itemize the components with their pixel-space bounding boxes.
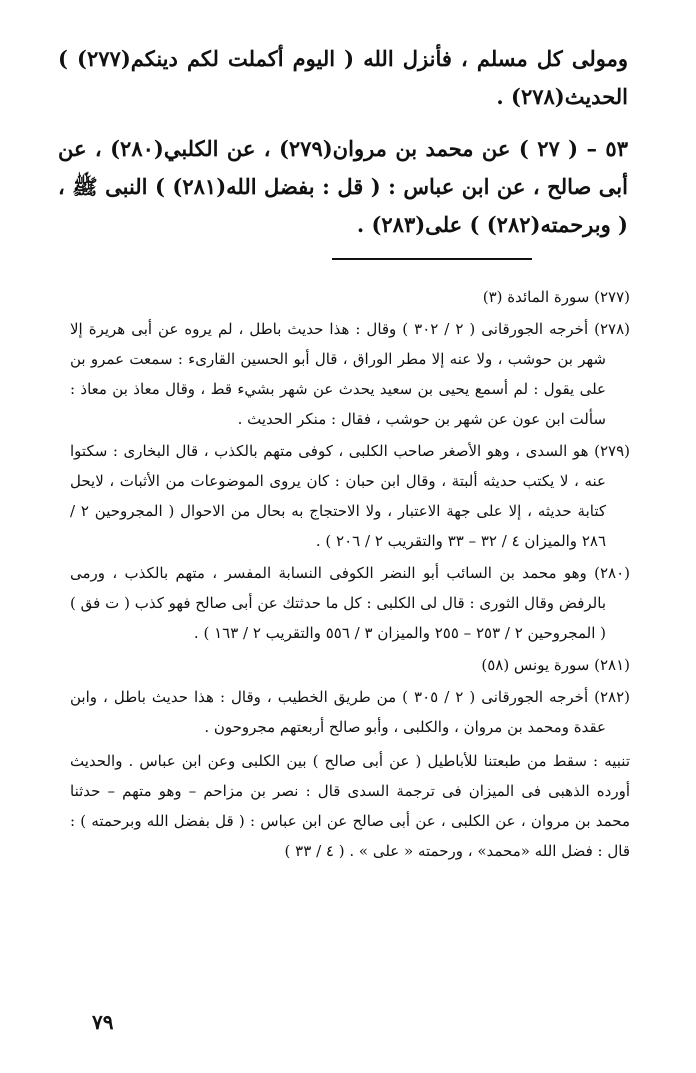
tanbih-note: تنبيه : سقط من طبعتنا للأباطيل ( عن أبى صالح ) بين الكلبى وعن ابن عباس . والحديث أورده الذهبى فى الميزان فى ترجمة السدى قال : نصر بن مزاحم – وهو متهم – حدثنا محمد بن مروان ، عن الكلبى ، عن أبى صالح عن ابن عباس : ( قل بفضل الله وبرحمته ) : قال : فضل الله «محمد» ، ورحمته « على » . ( ٤ / ٣٣ ) [70, 752, 630, 860]
footnote-282: (٢٨٢) أخرجه الجورقانى ( ٢ / ٣٠٥ ) من طريق الخطيب ، وقال : هذا حديث باطل ، وابن عقدة ومحمد بن مروان ، والكلبى ، وأبو صالح أربعتهم مجروحون . [70, 688, 631, 736]
footnote-279: (٢٧٩) هو السدى ، وهو الأصغر صاحب الكلبى ، كوفى متهم بالكذب ، قال البخارى : سكتوا عنه ، لا يكتب حديثه ألبتة ، وقال ابن حبان : كان يروى الموضوعات من الأثبات ، لايحل كتابة حديثه ، إلا على جهة الاعتبار ، ولا الاحتجاج به بحال من الاحوال ( المجروحين ٢ / ٢٨٦ والميزان ٤ / ٣٢ – ٣٣ والتقريب ٢ / ٢٠٦ ) . [70, 442, 630, 550]
main-text [58, 40, 628, 244]
footnote-278: (٢٧٨) أخرجه الجورقانى ( ٢ / ٣٠٢ ) وقال : هذا حديث باطل ، لم يروه عن أبى هريرة إلا شهر بن حوشب ، ولا عنه إلا مطر الوراق ، قال أبو الحسين القارىء : سمعت عمرو بن على يقول : لم أسمع يحيى بن سعيد يحدث عن شهر بشيء قط ، وقال معاذ بن معاذ : سألت ابن عون عن شهر بن حوشب ، فقال : منكر الحديث . [70, 320, 630, 428]
main-text-line: ومولى كل مسلم ، فأنزل الله ( اليوم أكملت لكم دينكم(٢٧٧) ) الحديث(٢٧٨) . [58, 46, 628, 109]
footnotes [70, 282, 630, 868]
footnote-280: (٢٨٠) وهو محمد بن السائب أبو النضر الكوفى النسابة المفسر ، متهم بالكذب ، ورمى بالرفض وقال الثورى : قال لى الكلبى : كل ما حدثتك عن أبى صالح فهو كذب ( ت فق ) ( المجروحين ٢ / ٢٥٣ – ٢٥٥ والميزان ٣ / ٥٥٦ والتقريب ٢ / ١٦٣ ) . [70, 564, 630, 642]
page-number: ٧٩ [92, 1010, 114, 1034]
footnote-281: (٢٨١) سورة يونس (٥٨) [481, 656, 630, 674]
footnote-277: (٢٧٧) سورة المائدة (٣) [482, 288, 630, 306]
hadith-53: ٥٣ – ( ٢٧ ) عن محمد بن مروان(٢٧٩) ، عن الكلبي(٢٨٠) ، عن أبى صالح ، عن ابن عباس : ( قل : بفضل الله(٢٨١) ) النبى ﷺ ، ( وبرحمته(٢٨٢) ) على(٢٨٣) . [58, 136, 628, 237]
footnote-divider [332, 258, 532, 260]
